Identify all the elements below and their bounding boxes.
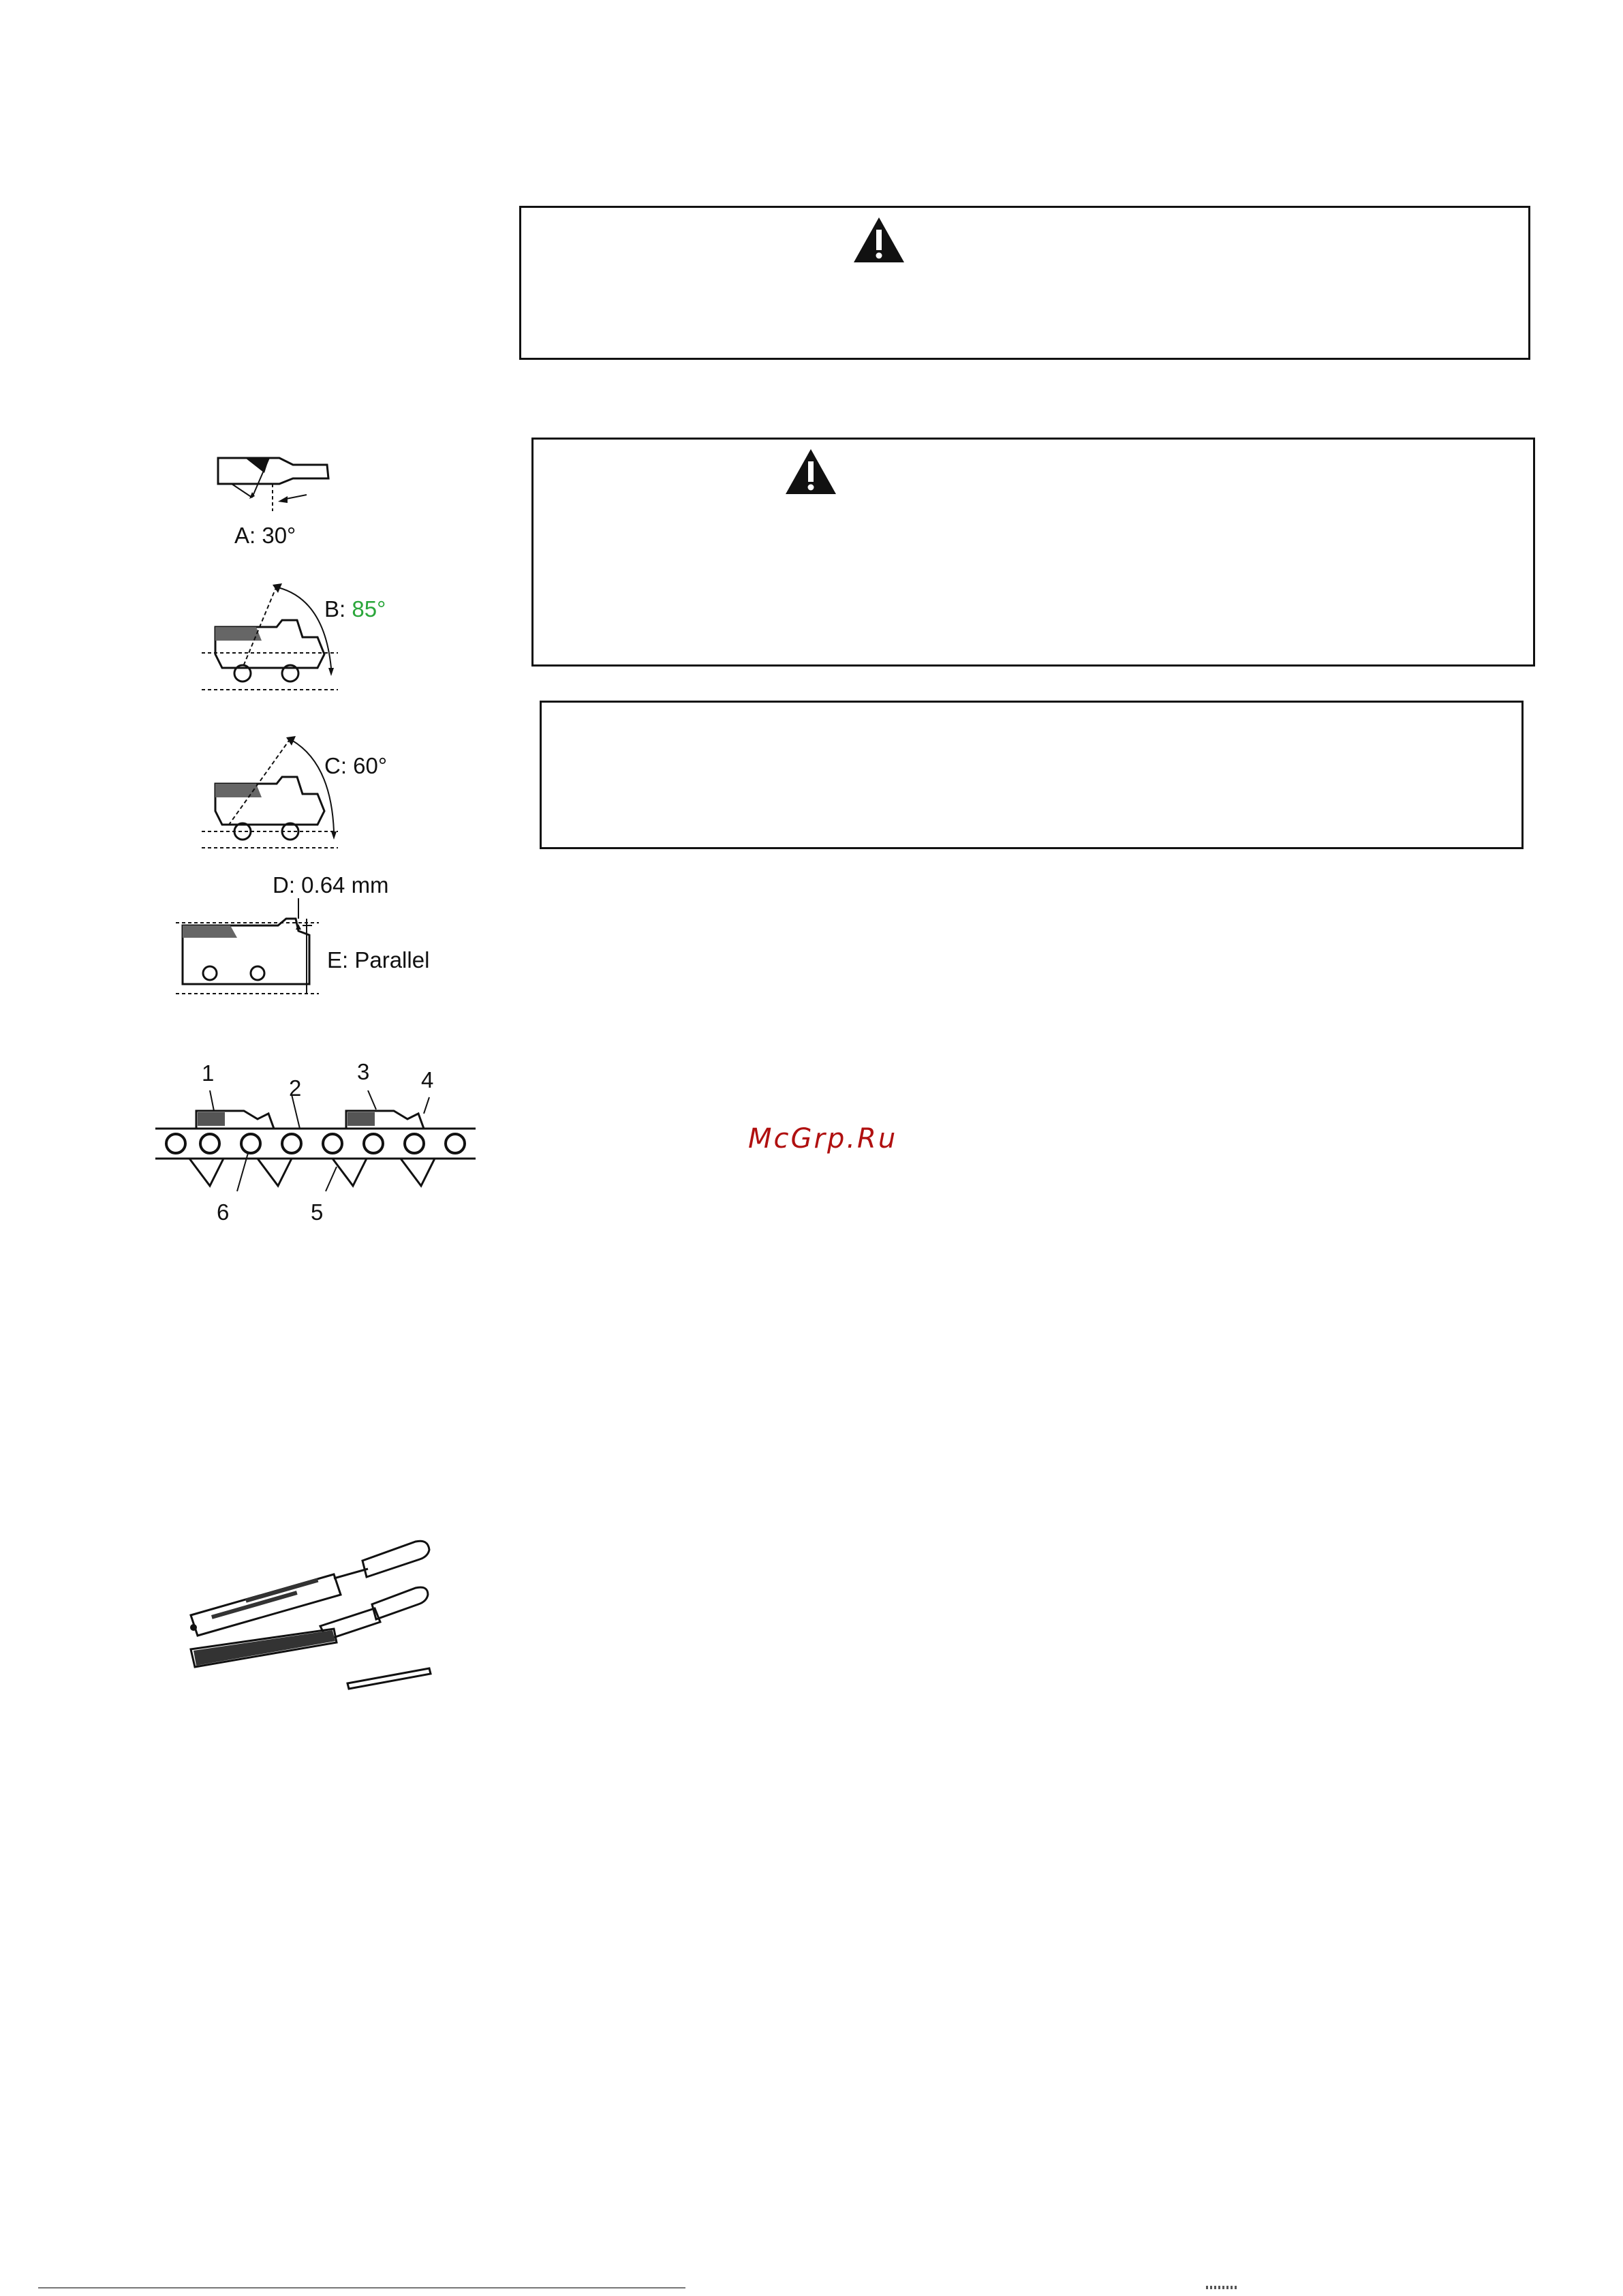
angle-c-label: C: 60° bbox=[324, 753, 388, 778]
warning-triangle-icon bbox=[784, 448, 837, 495]
warning-triangle-icon bbox=[852, 216, 906, 264]
warning-box-1 bbox=[519, 206, 1530, 360]
chain-callout-3: 3 bbox=[357, 1059, 370, 1084]
parallel-e-label: E: Parallel bbox=[327, 947, 430, 973]
angle-b-label bbox=[324, 596, 386, 622]
warning-box-2 bbox=[531, 438, 1535, 667]
angle-b-value: 85° bbox=[352, 596, 386, 622]
angle-a-label: A: 30° bbox=[234, 523, 296, 548]
chain-callout-5: 5 bbox=[311, 1199, 324, 1225]
chain-callout-6: 6 bbox=[217, 1199, 230, 1225]
cutter-side-angle-60-figure bbox=[202, 722, 338, 859]
depth-gauge-figure bbox=[176, 898, 326, 1000]
cutter-top-plate-figure bbox=[204, 443, 341, 525]
cutter-side-angle-85-figure bbox=[202, 572, 338, 695]
angle-b-prefix: B: bbox=[324, 596, 352, 622]
watermark-text: McGrp.Ru bbox=[748, 1123, 898, 1154]
footer-mark bbox=[1206, 2286, 1239, 2289]
saw-chain-figure bbox=[155, 1090, 476, 1206]
chain-callout-2: 2 bbox=[289, 1075, 302, 1101]
chain-callout-4: 4 bbox=[421, 1067, 434, 1092]
sharpening-tools-figure bbox=[184, 1533, 457, 1690]
chain-callout-1: 1 bbox=[202, 1060, 215, 1086]
depth-d-label: D: 0.64 mm bbox=[273, 872, 389, 898]
footer-rule bbox=[38, 2287, 685, 2289]
note-box bbox=[540, 701, 1524, 849]
